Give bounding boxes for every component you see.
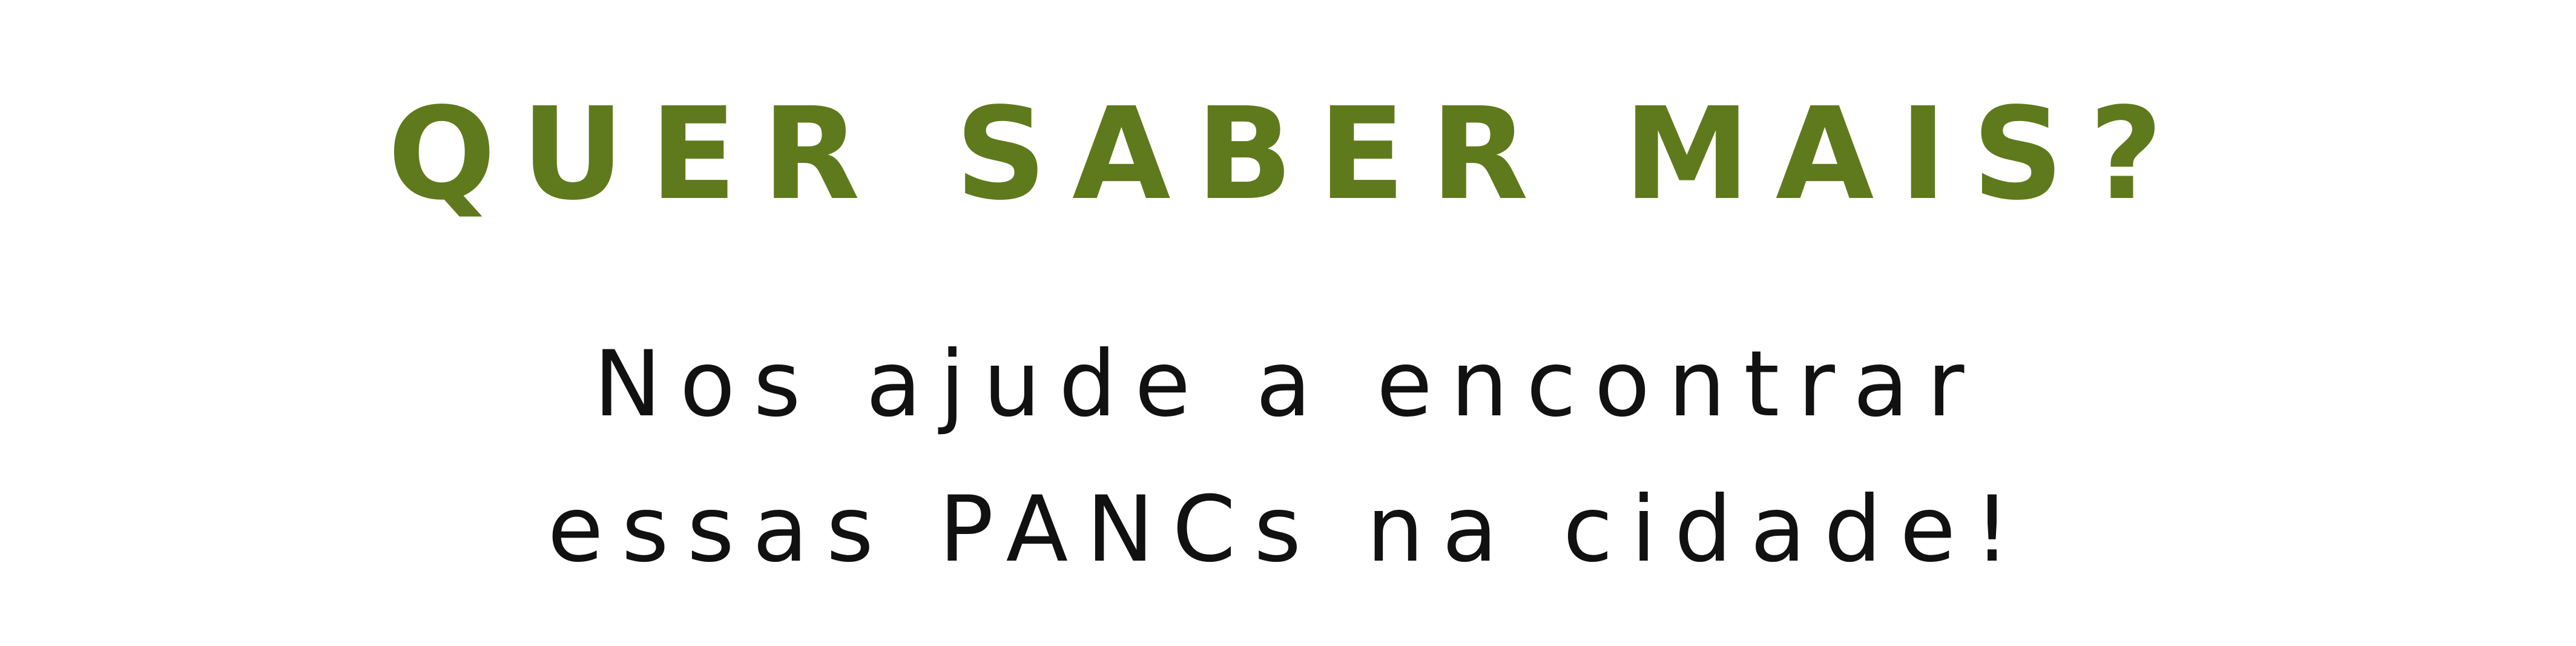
message-line-1: Nos ajude a encontrar	[593, 332, 1983, 437]
message-line-2: essas PANCs na cidade!	[547, 477, 2029, 582]
headline-title: QUER SABER MAIS?	[387, 80, 2189, 228]
